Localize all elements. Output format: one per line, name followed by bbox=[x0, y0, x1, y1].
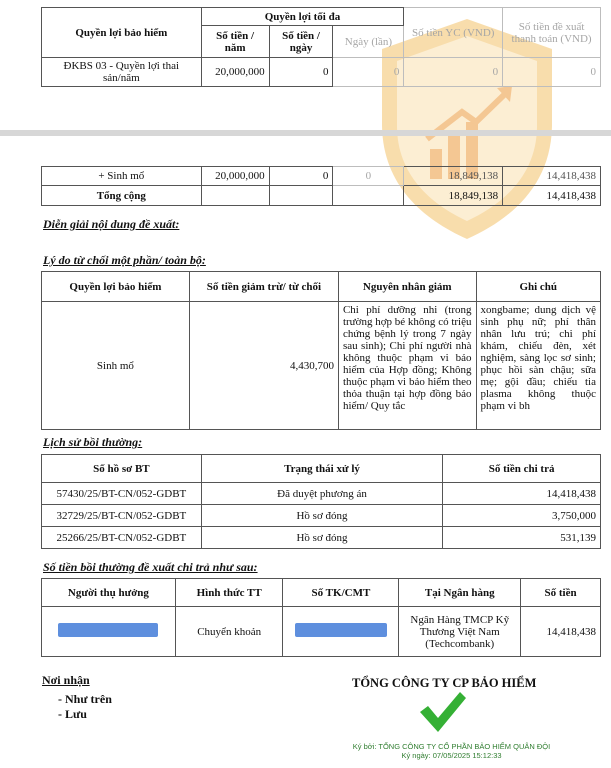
header-deducted: Số tiền giảm trừ/ từ chối bbox=[189, 272, 338, 302]
header-bank: Tại Ngân hàng bbox=[399, 579, 521, 607]
header-amount: Số tiền bbox=[521, 579, 601, 607]
days: 0 bbox=[333, 167, 404, 186]
note: xongbame; dung dịch vệ sinh phụ nữ; phí thân nhân lưu trú; chi phí khám, chiếu đèn, xét nghiệm, sàng lọc sơ sinh; phục hồi sàn chậu; sữa mẹ; gội đầu; chiếu tia plasma không thuộc phạm vi bh bbox=[476, 302, 601, 430]
header-method: Hình thức TT bbox=[175, 579, 283, 607]
header-note: Ghi chú bbox=[476, 272, 601, 302]
file-no: 25266/25/BT-CN/052-GDBT bbox=[42, 527, 202, 549]
status: Đã duyệt phương án bbox=[201, 483, 442, 505]
proposed: 0 bbox=[503, 58, 601, 87]
benefit-table bbox=[41, 7, 601, 87]
header-proposed: Số tiền đề xuất thanh toán (VND) bbox=[503, 8, 601, 58]
recipients-list bbox=[58, 692, 112, 722]
recipient-item: - Lưu bbox=[58, 707, 112, 722]
total-claimed: 18,849,138 bbox=[404, 186, 503, 206]
claimed: 0 bbox=[404, 58, 503, 87]
days: 0 bbox=[333, 58, 404, 87]
total-row bbox=[42, 186, 601, 206]
amount: 531,139 bbox=[443, 527, 601, 549]
header-amount: Số tiền chi trả bbox=[443, 455, 601, 483]
payment-heading: Số tiền bồi thường đề xuất chi trả như sau: bbox=[43, 560, 258, 574]
table-row bbox=[42, 607, 601, 657]
table-row bbox=[42, 302, 601, 430]
signature-check-icon bbox=[418, 690, 468, 734]
digital-signature bbox=[344, 742, 559, 760]
history-heading: Lịch sử bồi thường: bbox=[43, 435, 143, 449]
table-row bbox=[42, 483, 601, 505]
amount: 14,418,438 bbox=[443, 483, 601, 505]
recipients-title: Nơi nhận bbox=[42, 673, 90, 687]
account-number bbox=[283, 607, 399, 657]
deducted-amount: 4,430,700 bbox=[189, 302, 338, 430]
redacted-name-bar bbox=[58, 623, 158, 637]
file-no: 57430/25/BT-CN/052-GDBT bbox=[42, 483, 202, 505]
claimed: 18,849,138 bbox=[404, 167, 503, 186]
table-row bbox=[42, 167, 601, 186]
table-row bbox=[42, 527, 601, 549]
benefit-name: ĐKBS 03 - Quyền lợi thai sản/năm bbox=[42, 58, 202, 87]
benefit-name: + Sinh mổ bbox=[42, 167, 202, 186]
reduction-reason: Chi phí dưỡng nhi (trong trường hợp bé không có triệu chứng bệnh lý trong 7 ngày sau sinh); Chi phí người nhà không thuộc phạm vi bảo hiểm của Hợp đồng; Không thuộc phạm vi bảo hiểm theo thỏa thuận tại hợp đồng bảo hiểm/ Quy tắc bbox=[338, 302, 476, 430]
header-benefit: Quyền lợi bảo hiểm bbox=[42, 8, 202, 58]
recipient-item: - Như trên bbox=[58, 692, 112, 707]
header-amount-day: Số tiền / ngày bbox=[269, 26, 333, 58]
rejection-table bbox=[41, 271, 601, 430]
table-row bbox=[42, 505, 601, 527]
signed-date: Ký ngày: 07/05/2025 15:12:33 bbox=[401, 751, 502, 760]
redacted-account-bar bbox=[295, 623, 387, 637]
total-proposed: 14,418,438 bbox=[503, 186, 601, 206]
benefit-table-continued bbox=[41, 166, 601, 206]
amount-year: 20,000,000 bbox=[201, 167, 269, 186]
table-row bbox=[42, 58, 601, 87]
header-account: Số TK/CMT bbox=[283, 579, 399, 607]
company-name: TỔNG CÔNG TY CP BẢO HIỂM bbox=[352, 676, 537, 690]
bank-name: Ngân Hàng TMCP Kỹ Thương Việt Nam (Techcombank) bbox=[399, 607, 521, 657]
header-days: Ngày (lần) bbox=[333, 26, 404, 58]
header-amount-year: Số tiền / năm bbox=[201, 26, 269, 58]
page-break bbox=[0, 130, 611, 136]
header-max-benefit: Quyền lợi tối đa bbox=[201, 8, 404, 26]
amount-year: 20,000,000 bbox=[201, 58, 269, 87]
header-beneficiary: Người thụ hưởng bbox=[42, 579, 176, 607]
explanation-heading: Diễn giải nội dung đề xuất: bbox=[43, 217, 180, 231]
header-claimed: Số tiền YC (VND) bbox=[404, 8, 503, 58]
signed-by: Ký bởi: TỔNG CÔNG TY CỔ PHẦN BẢO HIỂM QUÂN ĐỘI bbox=[352, 742, 551, 751]
proposed: 14,418,438 bbox=[503, 167, 601, 186]
total-label: Tổng cộng bbox=[42, 186, 202, 206]
status: Hồ sơ đóng bbox=[201, 505, 442, 527]
header-reason: Nguyên nhân giảm bbox=[338, 272, 476, 302]
payment-amount: 14,418,438 bbox=[521, 607, 601, 657]
beneficiary bbox=[42, 607, 176, 657]
recipients bbox=[42, 673, 112, 722]
amount-day: 0 bbox=[269, 58, 333, 87]
file-no: 32729/25/BT-CN/052-GDBT bbox=[42, 505, 202, 527]
header-status: Trạng thái xử lý bbox=[201, 455, 442, 483]
amount-day: 0 bbox=[269, 167, 333, 186]
header-benefit: Quyền lợi bảo hiểm bbox=[42, 272, 190, 302]
rejection-heading: Lý do từ chối một phần/ toàn bộ: bbox=[43, 253, 206, 267]
payment-table bbox=[41, 578, 601, 657]
status: Hồ sơ đóng bbox=[201, 527, 442, 549]
amount: 3,750,000 bbox=[443, 505, 601, 527]
payment-method: Chuyển khoản bbox=[175, 607, 283, 657]
header-file-no: Số hồ sơ BT bbox=[42, 455, 202, 483]
history-table bbox=[41, 454, 601, 549]
benefit-name: Sinh mổ bbox=[42, 302, 190, 430]
